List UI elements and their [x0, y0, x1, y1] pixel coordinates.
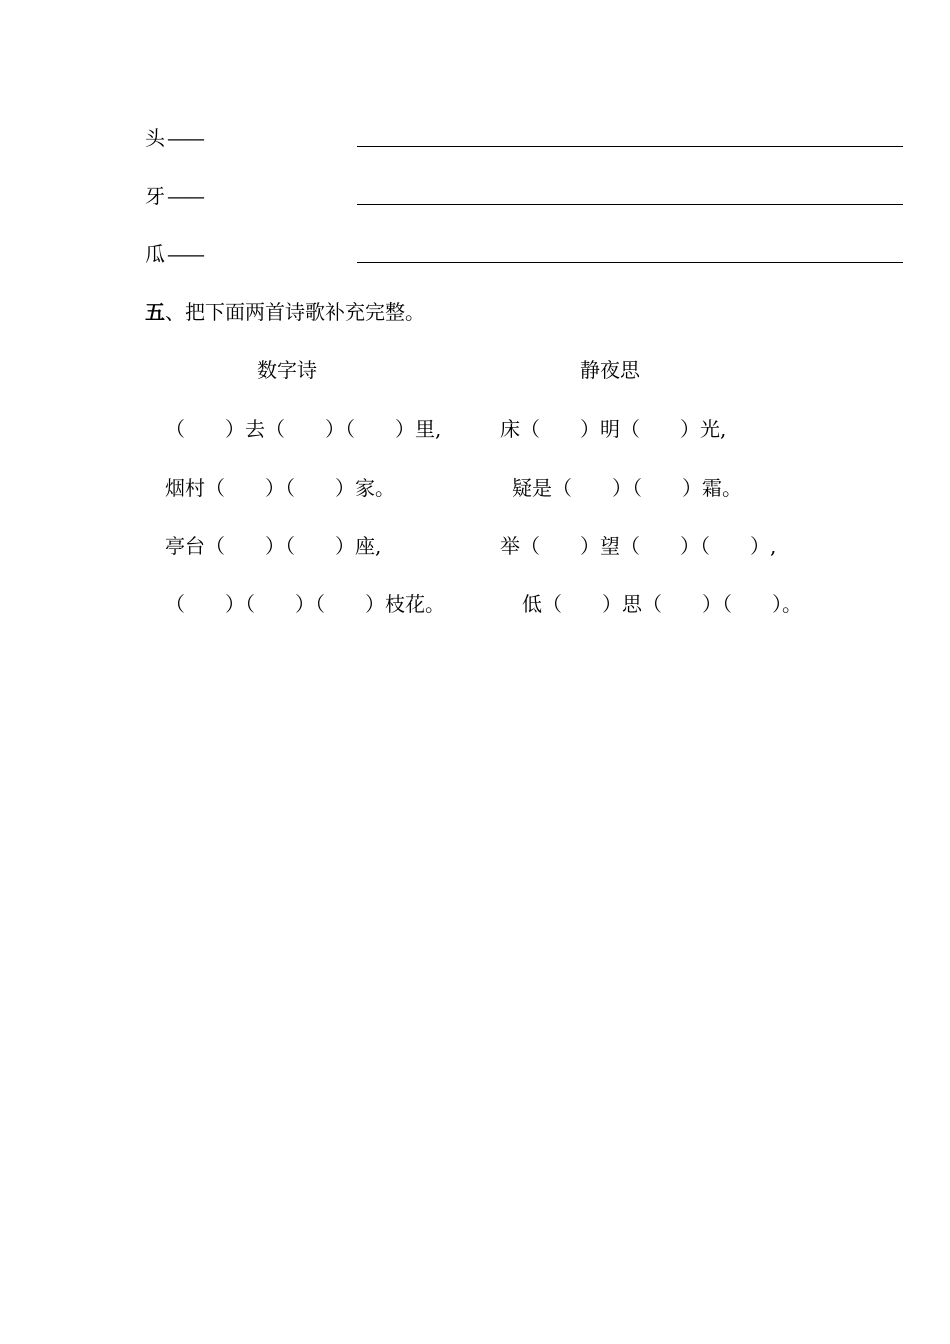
- word-dash: ——: [167, 242, 203, 266]
- poem-right-line-2[interactable]: 疑是（ ）（ ）霜。: [512, 476, 742, 500]
- poem-right-line-3[interactable]: 举（ ）望（ ）（ ）,: [500, 534, 777, 558]
- section-number: 五: [145, 300, 165, 324]
- word-char: 瓜: [145, 242, 165, 266]
- poem-left-line-1[interactable]: （ ）去（ ）（ ）里,: [165, 417, 442, 441]
- poem-right-line-4[interactable]: 低（ ）思（ ）（ ）。: [522, 592, 802, 616]
- word-char: 头: [145, 126, 165, 150]
- poem-left-title: 数字诗: [257, 358, 317, 382]
- section-five-heading: [145, 300, 425, 324]
- poem-left-line-2[interactable]: 烟村（ ）（ ）家。: [165, 476, 395, 500]
- word-dash: ——: [167, 126, 203, 150]
- poem-right-title: 静夜思: [580, 358, 640, 382]
- word-char: 牙: [145, 184, 165, 208]
- poem-right-line-1[interactable]: 床（ ）明（ ）光,: [500, 417, 727, 441]
- poem-left-line-4[interactable]: （ ）（ ）（ ）枝花。: [165, 592, 445, 616]
- answer-blank-line[interactable]: [357, 204, 903, 205]
- section-instruction: 、把下面两首诗歌补充完整。: [165, 300, 425, 324]
- poem-left-line-3[interactable]: 亭台（ ）（ ）座,: [165, 534, 382, 558]
- answer-blank-line[interactable]: [357, 146, 903, 147]
- word-dash: ——: [167, 184, 203, 208]
- answer-blank-line[interactable]: [357, 262, 903, 263]
